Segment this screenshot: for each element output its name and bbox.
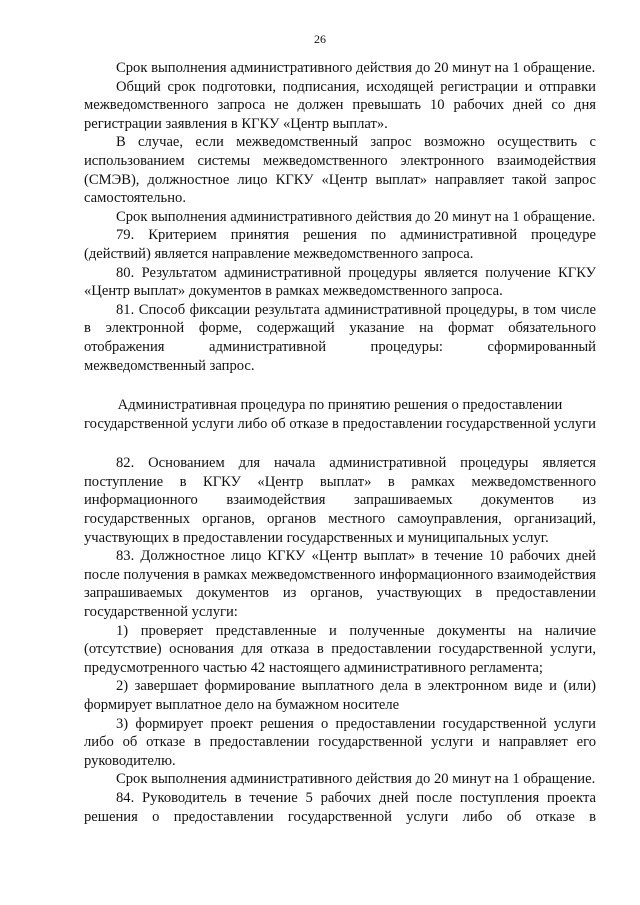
paragraph: Срок выполнения административного действия до 20 минут на 1 обращение. [116, 60, 596, 76]
paragraph: 80. Результатом административной процедуры является получение КГКУ «Центр выплат» документов в рамках межведомственного запроса. [84, 264, 596, 300]
paragraph: Общий срок подготовки, подписания, исходящей регистрации и отправки межведомственного запроса не должен превышать 10 рабочих дней со дня регистрации заявления в КГКУ «Центр выплат». [84, 78, 596, 132]
list-item: 1) проверяет представленные и полученные документы на наличие (отсутствие) основания для отказа в предоставлении государственной услуги, предусмотренного частью 42 настоящего административного регламента; [84, 622, 596, 676]
paragraph: Срок выполнения административного действия до 20 минут на 1 обращение. [116, 771, 596, 788]
list-item: 2) завершает формирование выплатного дела в электронном виде и (или) формирует выплатное дело на бумажном носителе [84, 678, 596, 713]
paragraph: 79. Критерием принятия решения по административной процедуре (действий) является направление межведомственного запроса. [84, 227, 596, 262]
paragraph: Срок выполнения административного действия до 20 минут на 1 обращение. [116, 208, 596, 225]
paragraph: 84. Руководитель в течение 5 рабочих дней после поступления проекта решения о предоставлении государственной услуги либо об отказе в [84, 789, 596, 825]
section-spacer [84, 433, 596, 454]
section-heading: Административная процедура по принятию решения о предоставлении государственной услуги либо об отказе в предоставлении государственной услуги [84, 397, 596, 432]
paragraph: 82. Основанием для начала административной процедуры является поступление в КГКУ «Центр выплат» в рамках межведомственного информационного взаимодействия запрашиваемых документов из государственных органов, органов местного самоуправления, организаций, участвующих в предоставлении государственных и муниципальных услуг. [84, 455, 596, 546]
paragraph: 81. Способ фиксации результата административной процедуры, в том числе в электронной форме, содержащий указание на формат обязательного отображения административной процедуры: сформированный межведомственный запрос. [84, 301, 596, 374]
page-number: 26 [314, 32, 326, 46]
list-item: 3) формирует проект решения о предоставлении государственной услуги либо об отказе в предоставлении государственной услуги и направляет его руководителю. [84, 715, 596, 769]
paragraph: 83. Должностное лицо КГКУ «Центр выплат» в течение 10 рабочих дней после получения в рамках межведомственного информационного взаимодействия запрашиваемых документов из органов, участвующих в предоставлении государственной услуги: [84, 548, 596, 621]
document-body [84, 59, 596, 826]
paragraph: В случае, если межведомственный запрос возможно осуществить с использованием системы межведомственного электронного взаимодействия (СМЭВ), должностное лицо КГКУ «Центр выплат» направляет такой запрос самостоятельно. [84, 134, 596, 207]
